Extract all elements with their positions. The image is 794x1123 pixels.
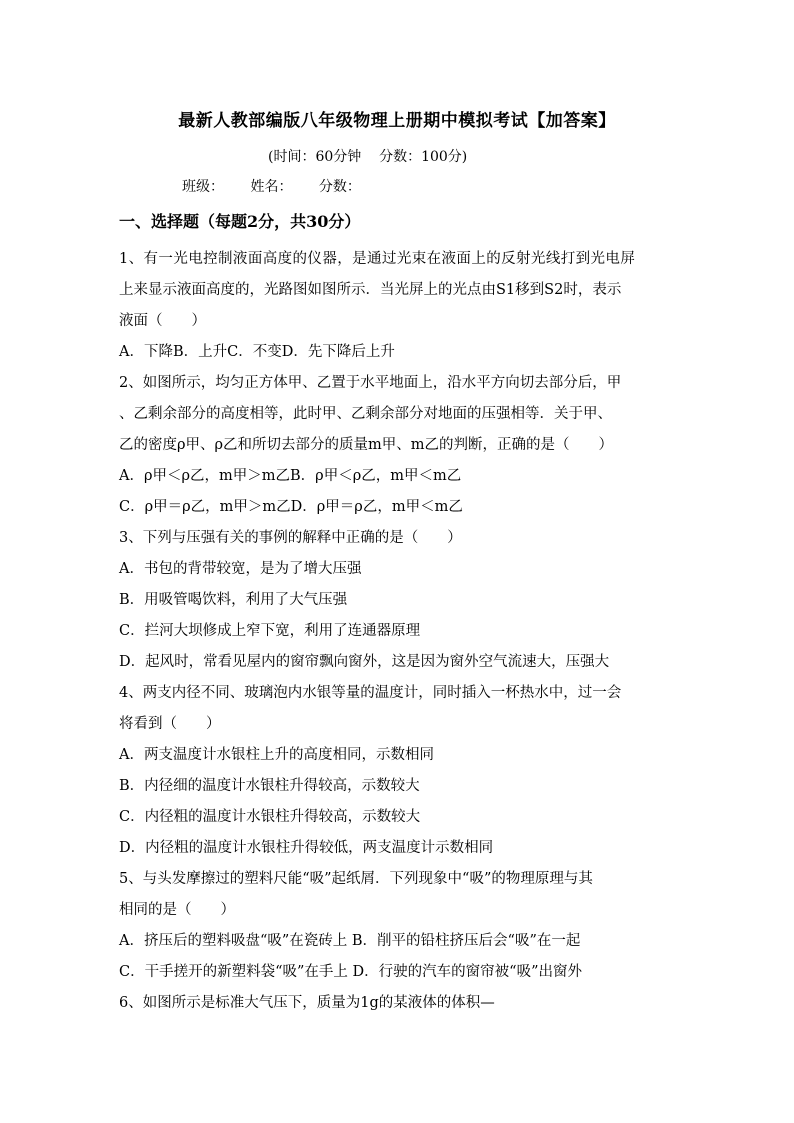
option-line: C．拦河大坝修成上窄下宽，利用了连通器原理: [119, 623, 421, 639]
score-label: 分数：: [318, 179, 361, 195]
question-line: 4、两支内径不同、玻璃泡内水银等量的温度计，同时插入一杯热水中，过一会: [119, 685, 622, 701]
option-line: A．挤压后的塑料吸盘“吸”在瓷砖上 B．削平的铅柱挤压后会“吸”在一起: [119, 933, 581, 949]
exam-time-score: (时间：60分钟 分数：100分): [268, 149, 468, 165]
option-line: D．起风时，常看见屋内的窗帘飘向窗外，这是因为窗外空气流速大，压强大: [119, 654, 610, 670]
class-label: 班级：: [182, 179, 224, 195]
option-line: A．两支温度计水银柱上升的高度相同，示数相同: [119, 747, 434, 763]
option-line: C．干手搓开的新塑料袋“吸”在手上 D．行驶的汽车的窗帘被“吸”出窗外: [119, 964, 582, 980]
question-list: [119, 244, 679, 1019]
name-label: 姓名：: [250, 179, 293, 195]
question-line: 、乙剩余部分的高度相等，此时甲、乙剩余部分对地面的压强相等．关于甲、: [119, 406, 612, 422]
question-line: 5、与头发摩擦过的塑料尺能“吸”起纸屑．下列现象中“吸”的物理原理与其: [119, 871, 593, 887]
page-title: 最新人教部编版八年级物理上册期中模拟考试【加答案】: [178, 111, 616, 131]
option-line: D．内径粗的温度计水银柱升得较低，两支温度计示数相同: [119, 840, 494, 856]
option-line: C．ρ甲＝ρ乙，m甲＞m乙D．ρ甲＝ρ乙，m甲＜m乙: [119, 499, 463, 515]
question-line: 液面（ ）: [119, 313, 206, 329]
question-line: 上来显示液面高度的，光路图如图所示．当光屏上的光点由S1移到S2时，表示: [119, 282, 622, 298]
option-line: B．内径细的温度计水银柱升得较高，示数较大: [119, 778, 420, 794]
student-info: [182, 176, 383, 196]
option-line: A．书包的背带较宽，是为了增大压强: [119, 561, 362, 577]
question-line: 3、下列与压强有关的事例的解释中正确的是（ ）: [119, 530, 462, 546]
option-line: A．ρ甲＜ρ乙，m甲＞m乙B．ρ甲＜ρ乙，m甲＜m乙: [119, 468, 462, 484]
option-line: B．用吸管喝饮料，利用了大气压强: [119, 592, 348, 608]
question-line: 6、如图所示是标准大气压下，质量为1g的某液体的体积—: [119, 995, 495, 1011]
question-line: 相同的是（ ）: [119, 902, 235, 918]
question-line: 乙的密度ρ甲、ρ乙和所切去部分的质量m甲、m乙的判断，正确的是（ ）: [119, 437, 614, 453]
section-heading: 一、选择题（每题2分，共30分）: [119, 212, 361, 231]
option-line: A．下降B．上升C．不变D．先下降后上升: [119, 344, 395, 360]
option-line: C．内径粗的温度计水银柱升得较高，示数较大: [119, 809, 421, 825]
question-line: 将看到（ ）: [119, 716, 221, 732]
question-line: 1、有一光电控制液面高度的仪器，是通过光束在液面上的反射光线打到光电屏: [119, 251, 636, 267]
question-line: 2、如图所示，均匀正方体甲、乙置于水平地面上，沿水平方向切去部分后，甲: [119, 375, 622, 391]
